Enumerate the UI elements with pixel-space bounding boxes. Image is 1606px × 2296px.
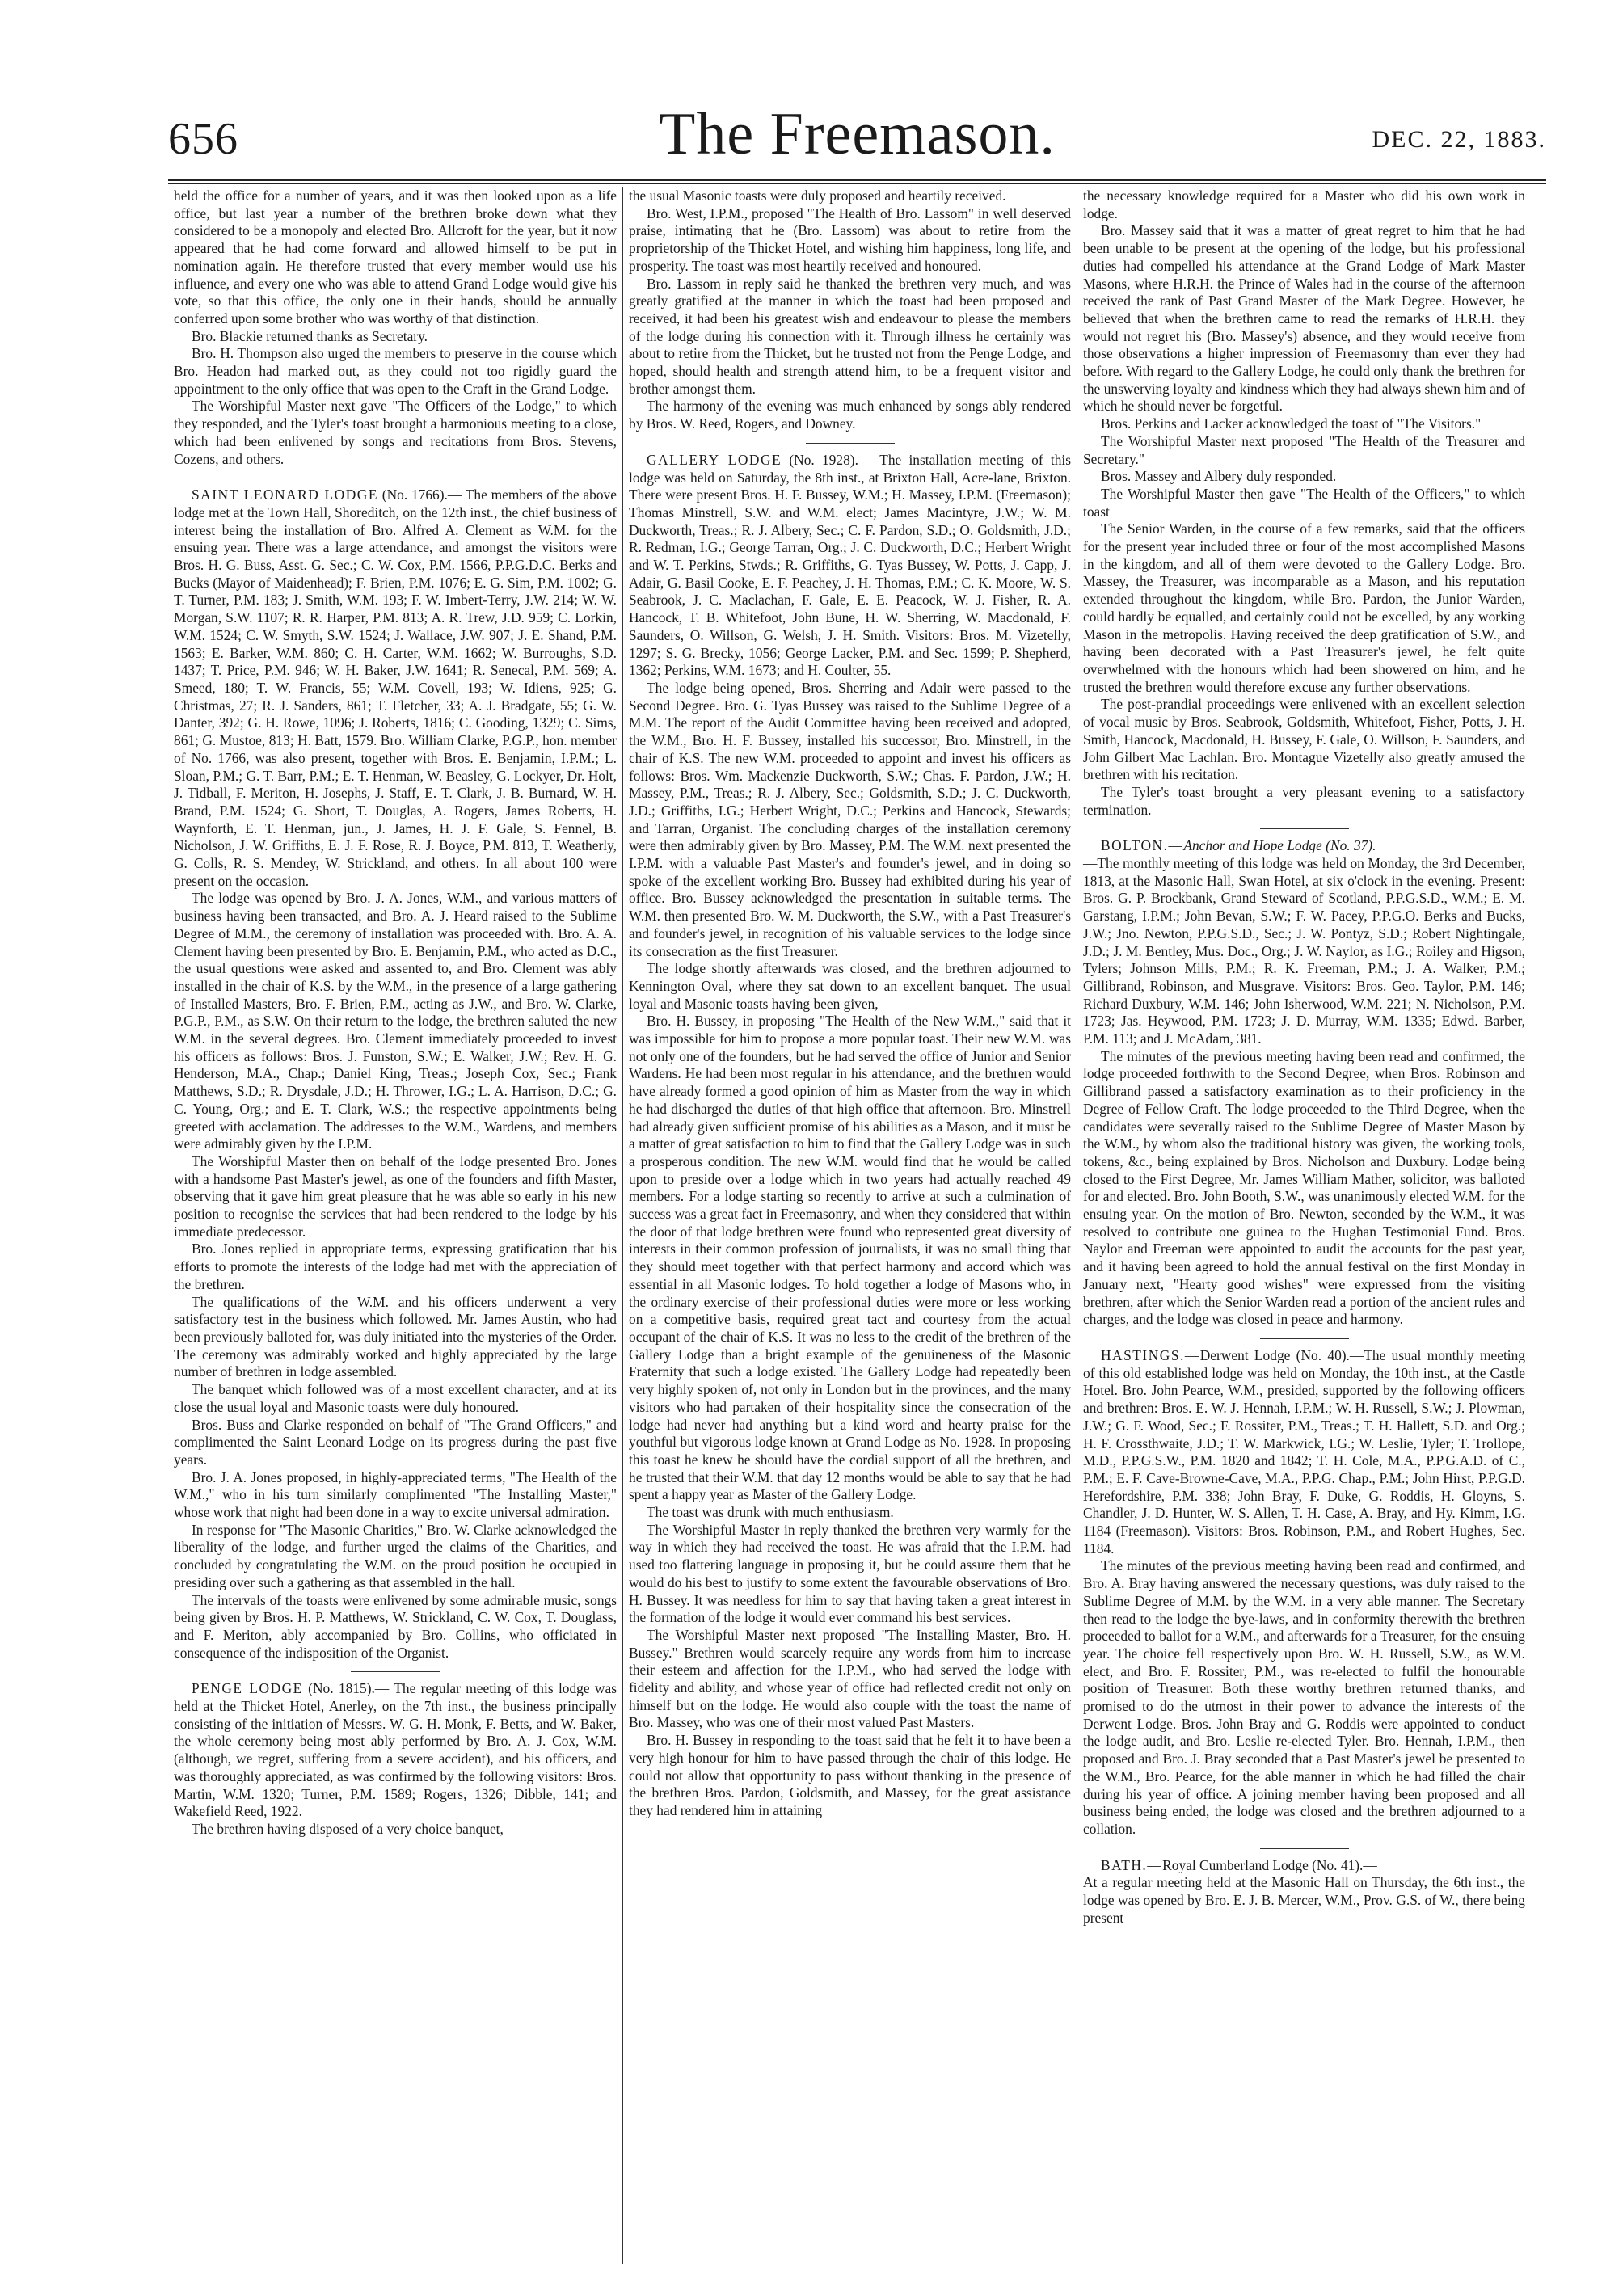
paragraph: Bros. Massey and Albery duly responded.: [1101, 468, 1337, 485]
column-1: [168, 187, 622, 2264]
paragraph: The lodge shortly afterwards was closed, and the brethren adjourned to Kennington Oval, where they sat down to an excellent banquet. The usual loyal and Masonic toasts having been given,: [629, 960, 1071, 1012]
paragraph: The minutes of the previous meeting having been read and confirmed, and Bro. A. Bray having answered the necessary questions, was duly raised to the Sublime Degree of M.M. by the W.M. in a very able manner. The Secretary then read to the lodge the bye-laws, and in conformity therewith the brethren proceeded to ballot for a W.M., and afterwards for a Treasurer, for the ensuing year. The choice fell respectively upon Bro. W. H. Russell, S.W., as W.M. elect, and Bro. F. Rossiter, P.M., was re-elected to fulfil the honourable position of Treasurer. Both these worthy brethren returned thanks, and promised to do the utmost in their power to advance the interests of the Derwent Lodge. Bros. John Bray and G. Roddis were appointed to conduct the lodge audit, and Bro. Leslie re-elected Tyler. Bro. Hennah, I.P.M., then proposed and Bro. J. Bray seconded that a Past Master's jewel be presented to the W.M., Bro. Pearce, for the able manner in which he had filled the chair during his year of office. A joining member having been proposed and all business being ended, the lodge was closed and the brethren adjourned to a collation.: [1083, 1557, 1525, 1837]
paragraph: At a regular meeting held at the Masonic Hall on Thursday, the 6th inst., the lodge was opened by Bro. E. J. B. Mercer, W.M., Prov. G.S. of W., there being present: [1083, 1874, 1525, 1926]
masthead-rule-thin: [168, 183, 1546, 184]
paragraph: The lodge was opened by Bro. J. A. Jones, W.M., and various matters of business having been transacted, and Bro. A. J. Heard raised to the Sublime Degree of M.M., the ceremony of installation was proceeded with. Bro. A. A. Clement having been presented by Bro. E. Benjamin, P.M., who acted as D.C., the usual questions were asked and assented to, and Bro. Clement was ably installed in the chair of K.S. by the W.M., in the presence of a large gathering of Installed Masters, Bro. F. Brien, P.M., acting as J.W., and Bro. W. Clarke, P.G.P., P.M., as S.W. On their return to the lodge, the brethren saluted the new W.M. in the several degrees. Bro. Clement immediately proceeded to invest his officers as follows: Bros. J. Funston, S.W.; E. Walker, J.W.; Rev. H. G. Henderson, M.A., Chap.; Daniel King, Treas.; Joseph Cox, Sec.; Frank Matthews, S.D.; R. Drysdale, J.D.; H. Thrower, I.G.; L. A. Harrison, D.C.; G. C. Young, Org.; and E. T. Clark, W.S.; the respective appointments being greeted with acclamation. The addresses to the W.M., Wardens, and members were admirably given by the I.P.M.: [174, 890, 617, 1152]
paragraph-lead: The members of the above lodge met at the Town Hall, Shoreditch, on the 12th inst., the chief business of interest being the installation of Bro. Alfred A. Clement as W.M. for the ensuing year. There was a large attendance, and amongst the visitors were Bros. H. G. Buss, Asst. G. Sec.; C. W. Cox, P.M. 1566, P.P.G.D.C. Berks and Bucks (Mayor of Maidenhead); F. Brien, P.M. 1076; E. G. Sim, P.M. 1002; G. T. Turner, P.M. 183; J. Smith, W.M. 193; F. W. Imbert-Terry, J.W. 214; W. W. Morgan, S.W. 1107; R. R. Harper, P.M. 813; A. R. Trew, J.D. 959; C. Lorkin, W.M. 1524; C. W. Smyth, S.W. 1524; J. Wallace, J.W. 907; J. E. Shand, P.M. 1563; E. Barker, W.M. 860; C. H. Carter, W.M. 1662; W. Burroughs, S.D. 1437; T. Price, P.M. 946; W. H. Baker, J.W. 1641; R. Senecal, P.M. 569; A. Smeed, 180; T. W. Francis, 55; W.M. Covell, 193; W. Idiens, 925; G. Christmas, 27; R. J. Sanders, 861; T. Fletcher, 33; A. J. Bradgate, 55; G. W. Danter, 392; G. H. Rowe, 1096; J. Roberts, 1816; C. Gooding, 1329; C. Sims, 861; G. Mustoe, 813; H. Batt, 1579. Bro. William Clarke, P.G.P., hon. member of No. 1766, was also present, together with Bros. E. Benjamin, I.P.M.; L. Sloan, P.M.; G. T. Barr, P.M.; E. T. Henman, W. Beasley, G. Lockyer, Dr. Holt, J. Tidball, F. Meriton, H. Josephs, J. Staff, E. T. Clark, J. B. Burnard, W. H. Brand, P.M. 1524; G. Short, T. Douglas, A. Rogers, James Roberts, H. Waynforth, E. T. Henman, jun., J. James, H. J. F. Gale, S. Fennel, B. Nicholson, J. W. Griffiths, E. J. F. Rose, R. J. Boyce, P.M. 813, T. Weatherly, G. Colls, R. S. Mendey, W. Strickland, and others. In all about 100 were present on the occasion.: [174, 487, 618, 889]
lodge-number: (No. 1766).—: [381, 487, 462, 503]
lodge-number: (No. 1928).—: [789, 451, 873, 468]
masthead: [168, 95, 1546, 184]
section-heading-bolton: [1083, 837, 1525, 855]
newspaper-title: The Freemason.: [659, 101, 1056, 167]
section-divider: [1260, 828, 1349, 829]
page-number: 656: [168, 114, 238, 164]
lodge-name: GALLERY LODGE: [647, 451, 782, 468]
paragraph: Bro. West, I.P.M., proposed "The Health of Bro. Lassom" in well deserved praise, intimating that he (Bro. Lassom) was about to retire from the proprietorship of the Thicket Hotel, and wishing him happiness, long life, and prosperity. The toast was most heartily received and honoured.: [629, 204, 1071, 274]
section-divider: [806, 443, 895, 444]
town-name: HASTINGS.—: [1101, 1347, 1200, 1363]
paragraph: Bro. Blackie returned thanks as Secretary.: [192, 327, 428, 344]
paragraph: held the office for a number of years, and it was then looked upon as a life office, but last year a number of the brethren broke down what they considered to be a monopoly and elected Bro. Allcroft for the year, but it now appeared that he had come forward and allowed himself to be put in nomination again. He therefore trusted that every member would use his influence, and every one who was able to attend Grand Lodge would give his vote, so that this office, the only one in their hands, should be annually conferred upon some brother who was worthy of that distinction.: [174, 187, 617, 326]
paragraph: the usual Masonic toasts were duly proposed and heartily received.: [629, 187, 1006, 204]
paragraph: The toast was drunk with much enthusiasm.: [647, 1504, 894, 1521]
paragraph: Bro. Massey said that it was a matter of great regret to him that he had been unable to be present at the opening of the lodge, but his professional duties had compelled his attendance at the Grand Lodge of Mark Master Masons, where H.R.H. the Prince of Wales had in the course of the afternoon received the rank of Past Grand Master of the Mark Degree. However, he believed that when the brethren came to read the remarks of H.R.H. they would not regret his (Bro. Massey's) absence, and they would receive from those observations a higher impression of Freemasonry than ever they had before. With regard to the Gallery Lodge, he could only thank the brethren for the unswerving loyalty and kindness which they had always shewn him and of which he should never be forgetful.: [1083, 222, 1525, 415]
paragraph: Bros. Buss and Clarke responded on behalf of "The Grand Officers," and complimented the Saint Leonard Lodge on its progress during the past five years.: [174, 1416, 617, 1468]
paragraph: The Worshipful Master next proposed "The Installing Master, Bro. H. Bussey." Brethren would scarcely require any words from him to increase their esteem and affection for the I.P.M., who had served the lodge with fidelity and ability, and whose year of office had reflected credit not only on himself but on the lodge. He would also couple with the toast the name of Bro. Massey, who was one of their most valued Past Masters.: [629, 1626, 1071, 1731]
paragraph: Bros. Perkins and Lacker acknowledged the toast of "The Visitors.": [1101, 415, 1482, 432]
lodge-number: (No. 1815).—: [308, 1680, 390, 1697]
paragraph: Bro. H. Thompson also urged the members to preserve in the course which Bro. Headon had marked out, as they could not too rigidly guard the appointment to the only office that was open to the Craft in the Grand Lodge.: [174, 345, 617, 397]
paragraph-lead: The installation meeting of this lodge was held on Saturday, the 8th inst., at Brixton Hall, Acre-lane, Brixton. There were present Bros. H. F. Bussey, W.M.; H. Massey, I.P.M. (Freemason); Thomas Minstrell, S.W. and W.M. elect; James Macintyre, J.W.; W. M. Duckworth, Treas.; R. J. Albery, Sec.; C. F. Pardon, S.D.; O. Goldsmith, J.D.; R. Redman, I.G.; George Tarran, Org.; J. C. Duckworth, D.C.; Herbert Wright and W. T. Perkins, Stwds.; R. Griffiths, G. Tyas Bussey, W. Potts, J. Capp, J. Adair, G. Basil Cooke, E. F. Peachey, J. H. Thomas, P.M.; C. K. Moore, W. S. Seabrook, J. C. Maclachan, F. Gale, E. E. Peacock, W. J. Fisher, R. A. Hancock, T. B. Whitefoot, John Bune, H. W. Sherring, W. Macdonald, F. Saunders, O. Willson, G. Welsh, J. H. Smith. Visitors: Bros. M. Vizetelly, 1297; S. G. Brecky, 1056; George Lacker, P.M. and Sec. 1599; P. Shepherd, 1362; Perkins, W.M. 1673; and H. Coulter, 55.: [629, 451, 1071, 679]
town-name: BATH.—: [1101, 1856, 1163, 1873]
paragraph: The Worshipful Master then gave "The Health of the Officers," to which toast: [1083, 485, 1525, 520]
paragraph: Bro. H. Bussey in responding to the toast said that he felt it to have been a very high honour for him to have passed through the chair of this lodge. He could not allow that opportunity to pass without thanking in the presence of the brethren Bros. Pardon, Goldsmith, and Massey, for the great assistance they had rendered him in attaining: [629, 1732, 1071, 1818]
paragraph: The brethren having disposed of a very choice banquet,: [192, 1820, 504, 1837]
section-heading-hastings: [1083, 1347, 1525, 1557]
section-divider: [1260, 1848, 1349, 1849]
paragraph: The Senior Warden, in the course of a few remarks, said that the officers for the present year included three or four of the most accomplished Masons in the kingdom, and all of them were devoted to the Gallery Lodge. Bro. Massey, the Treasurer, was incomparable as a Mason, and his reputation extended throughout the kingdom, while Bro. Pardon, the Junior Warden, could hardly be equalled, and certainly could not be excelled, by any working Mason in the metropolis. Having received the deep gratification of S.W., and having been decorated with a Past Treasurer's jewel, he felt quite overwhelmed with the honours which had been showered on him, and he trusted the brethren would therefore excuse any further observations.: [1083, 520, 1525, 695]
paragraph: The Worshipful Master next gave "The Officers of the Lodge," to which they responded, and the Tyler's toast brought a harmonious meeting to a close, which had been enlivened by songs and recitations from Bros. Stevens, Cozens, and others.: [174, 398, 617, 467]
paragraph: The minutes of the previous meeting having been read and confirmed, the lodge proceeded forthwith to the Second Degree, when Bros. Robinson and Gillibrand passed a satisfactory examination as to their proficiency in the Degree of Fellow Craft. The lodge proceeded to the Third Degree, when the candidates were severally raised to the Sublime Degree of Master Mason by the W.M., by whom also the traditional history was given, the working tools, tokens, &c., being explained by Bros. Nicholson and Duxbury. Lodge being closed to the First Degree, Mr. James William Mather, solicitor, was balloted for and elected. Bro. John Booth, S.W., was unanimously elected W.M. for the ensuing year. On the motion of Bro. Newton, seconded by the W.M., it was resolved to contribute one guinea to the Hughan Testimonial Fund. Bros. Naylor and Freeman were appointed to audit the accounts for the past year, and it having been agreed to hold the annual festival on the first Monday in January next, "Hearty good wishes" were expressed from the visiting brethren, after which the Senior Warden read a portion of the ancient rules and charges, and the lodge was closed in peace and harmony.: [1083, 1047, 1525, 1328]
paragraph: Bro. Jones replied in appropriate terms, expressing gratification that his efforts to promote the interests of the lodge had met with the appreciation of the brethren.: [174, 1241, 617, 1292]
paragraph: The harmony of the evening was much enhanced by songs ably rendered by Bros. W. Reed, Rogers, and Downey.: [629, 398, 1071, 432]
column-2: [622, 187, 1077, 2264]
paragraph: —The monthly meeting of this lodge was held on Monday, the 3rd December, 1813, at the Masonic Hall, Swan Hotel, at six o'clock in the evening. Present: Bros. G. P. Brockbank, Grand Steward of Scotland, P.P.G.S.D., W.M.; E. M. Garstang, I.P.M.; John Bevan, S.W.; F. W. Pacey, P.P.G.O. Berks and Bucks, J.W.; Jno. Newton, P.P.G.S.D., Sec.; J. W. Pontyz, S.D.; Robert Nightingale, J.D.; J. M. Bentley, Mus. Doc., Org.; J. W. Naylor, as I.G.; Roiley and Higson, Tylers; Johnson Mills, P.M.; R. K. Freeman, P.M.; J. A. Walker, P.M.; Gillibrand, Robinson, and Musgrave. Visitors: Bros. Geo. Taylor, P.M. 146; Richard Duxbury, W.M. 146; John Isherwood, W.M. 221; N. Nicholson, P.M. 1723; Jas. Heywood, P.M. 1723; J. D. Murray, W.M. 1335; Edwd. Barber, P.M. 113; and J. McAdam, 381.: [1083, 855, 1525, 1047]
paragraph-lead: The usual monthly meeting of this old established lodge was held on Monday, the 10th inst., at the Castle Hotel. Bro. John Pearce, W.M., presided, supported by the following officers and brethren: Bros. E. W. J. Hennah, I.P.M.; W. H. Russell, S.W.; J. Plowman, J.W.; G. F. Wood, Sec.; F. Rossiter, P.M., Treas.; T. H. Hallett, S.D. and Org.; H. F. Crossthwaite, J.D.; T. W. Markwick, I.G.; W. Leslie, Tyler; T. Trollope, M.D., P.P.G.S.W., P.M. 1820 and 1842; T. H. Cole, M.A., P.P.G.A.D. of C., P.M.; E. F. Cave-Browne-Cave, M.A., P.P.G. Chap., P.M.; John Hirst, P.P.G.D. Herefordshire, P.M. 338; John Bray, F. Duke, G. Roddis, H. Gloyns, S. Chandler, J. D. Hunter, W. S. Allen, T. H. Case, A. Bray, and Hy. Kimm, I.G. 1184 (Freemason). Visitors: Bros. Robinson, P.M., and Robert Hughes, Sec. 1184.: [1083, 1347, 1525, 1557]
paragraph: The post-prandial proceedings were enlivened with an excellent selection of vocal music by Bros. Seabrook, Goldsmith, Whitefoot, Fisher, Potts, J. H. Smith, Hancock, Macdonald, H. Bussey, F. Gale, O. Willson, F. Saunders, and John Gilbert Mac Lachlan. Bro. Montague Vizetelly also greatly amused the brethren with his recitation.: [1083, 696, 1525, 783]
section-divider: [351, 1671, 440, 1672]
article-columns: [168, 187, 1546, 2264]
lodge-name: Derwent Lodge (No. 40).—: [1199, 1347, 1364, 1363]
paragraph: The lodge being opened, Bros. Sherring and Adair were passed to the Second Degree. Bro. G. Tyas Bussey was raised to the Sublime Degree of a M.M. The report of the Audit Committee having been received and adopted, the W.M., Bro. H. F. Bussey, installed his successor, Bro. Minstrell, in the chair of K.S. The new W.M. proceeded to appoint and invest his officers as follows: Bros. Wm. Mackenzie Duckworth, S.W.; Chas. F. Pardon, J.W.; H. Massey, P.M., Treas.; R. J. Albery, Sec.; Goldsmith, S.D.; J. C. Duckworth, J.D.; Griffiths, I.G.; Herbert Wright, D.C.; Perkins and Hancock, Stewards; and Tarran, Organist. The concluding charges of the installation ceremony were then admirably given by Bro. Massey, P.M. The W.M. next presented the I.P.M. with a valuable Past Master's and founder's jewel, and in doing so spoke of the excellent working Bro. Bussey had exhibited during his year of office. Bro. Bussey acknowledged the presentation in suitable terms. The W.M. then presented Bro. W. M. Duckworth, the S.W., with a Past Treasurer's and founder's jewel, in recognition of his valuable services to the lodge since its consecration as the first Treasurer.: [629, 679, 1071, 959]
issue-date: DEC. 22, 1883.: [1372, 126, 1546, 153]
paragraph: Bro. H. Bussey, in proposing "The Health of the New W.M.," said that it was impossible for him to propose a more popular toast. Their new W.M. was not only one of the founders, but he had served the office of Junior and Senior Wardens. He had been most regular in his attendance, and the brethren would have already formed a good opinion of him as Master from the way in which he had discharged the duties of that high office that afternoon. Bro. Minstrell had already given sufficient promise of his abilities as a Mason, and it must be a matter of great satisfaction to him to find that the Gallery Lodge was in such a prosperous condition. The new W.M. would find that he would be called upon to preside over a lodge which in two years had actually reached 49 members. For a lodge starting so recently to arrive at such a culmination of success was a great fact in Freemasonry, and when they considered that within the door of that lodge brethren were found who represented great diversity of interests in their common profession of journalists, it was no small thing that they should meet together with that perfect harmony and accord which was essential in all Masonic lodges. To hold together a lodge of Masons who, in the ordinary exercise of their professional duties were more or less working on a competitive basis, required great tact and courtesy from the actual occupant of the chair of K.S. It was no less to the credit of the brethren of the Gallery Lodge than a bright example of the genuineness of the Masonic Fraternity that such a lodge existed. The Gallery Lodge had repeatedly been very highly spoken of, not only in London but in the provinces, and the many visitors who had partaken of their hospitality since the consecration of the lodge had never had anything but a kind word and hearty praise for the youthful but vigorous lodge known at Grand Lodge as No. 1928. In proposing this toast he knew he should have the cordial support of all the brethren, and he trusted that their W.M. that day 12 months would be able to say that he had spent a happy year as Master of the Gallery Lodge.: [629, 1013, 1071, 1503]
lodge-name: SAINT LEONARD LODGE: [192, 487, 378, 503]
paragraph-lead: The regular meeting of this lodge was held at the Thicket Hotel, Anerley, on the 7th inst., the business principally consisting of the initiation of Messrs. W. G. H. Monk, F. Betts, and W. Baker, the whole ceremony being most ably performed by Bro. A. J. Cox, W.M. (although, we regret, suffering from a severe accident), and his officers, and was thoroughly appreciated, as was confirmed by the following visitors: Bros. Martin, W.M. 1320; Turner, P.M. 1589; Rogers, 1326; Dibble, 141; and Wakefield Reed, 1922.: [174, 1680, 617, 1820]
paragraph: Bro. Lassom in reply said he thanked the brethren very much, and was greatly gratified at the manner in which the toast had been proposed and received, it had been his greatest wish and endeavour to please the members of the lodge during his connection with it. Through illness he certainly was about to retire from the Thicket, but he trusted not from the Penge Lodge, and hoped, should health and strength attend him, to be a frequent visitor and brother amongst them.: [629, 275, 1071, 397]
column-3: [1077, 187, 1531, 2264]
paragraph: The banquet which followed was of a most excellent character, and at its close the usual loyal and Masonic toasts were duly honoured.: [174, 1381, 617, 1415]
section-divider: [1260, 1338, 1349, 1339]
paragraph: Bro. J. A. Jones proposed, in highly-appreciated terms, "The Health of the W.M.," who in his turn similarly complimented "The Installing Master," whose work that night had been done in a way to excite universal admiration.: [174, 1468, 617, 1521]
lodge-name: Anchor and Hope Lodge (No. 37).: [1183, 837, 1376, 854]
section-heading-gallery: [629, 452, 1071, 680]
paragraph: The Worshipful Master in reply thanked the brethren very warmly for the way in which they had received the toast. He was afraid that the I.P.M. had used too flattering language in proposing it, but he could assure them that he would do his best to justify to some extent the favourable observations of Bro. H. Bussey. It was needless for him to say that having taken a great interest in the formation of the lodge it would ever command his best services.: [629, 1521, 1071, 1626]
section-heading-bath: [1083, 1857, 1525, 1875]
paragraph: The intervals of the toasts were enlivened by some admirable music, songs being given by Bros. H. P. Matthews, W. Strickland, C. W. Cox, T. Douglass, and F. Meriton, ably accompanied by Bro. Collins, who officiated in consequence of the indisposition of the Organist.: [174, 1591, 617, 1661]
town-name: BOLTON.—: [1101, 837, 1184, 854]
paragraph: The Tyler's toast brought a very pleasant evening to a satisfactory termination.: [1083, 783, 1525, 818]
masthead-rule: [168, 179, 1546, 181]
paragraph: the necessary knowledge required for a Master who did his own work in lodge.: [1083, 187, 1525, 221]
paragraph: In response for "The Masonic Charities," Bro. W. Clarke acknowledged the liberality of the lodge, and further urged the claims of the Charities, and concluded by congratulating the W.M. on the proud position he occupied in presiding over such a gathering as that assembled in the hall.: [174, 1521, 617, 1590]
lodge-name: PENGE LODGE: [192, 1680, 303, 1697]
paragraph: The qualifications of the W.M. and his officers underwent a very satisfactory test in the business which followed. Mr. James Austin, who had been previously balloted for, was duly initiated into the mysteries of the Order. The ceremony was admirably worked and highly appreciated by the large number of brethren in lodge assembled.: [174, 1293, 617, 1380]
section-heading-penge: [174, 1680, 617, 1821]
paragraph: The Worshipful Master next proposed "The Health of the Treasurer and Secretary.": [1083, 432, 1525, 467]
section-heading-saint-leonard: [174, 487, 617, 890]
lodge-name: Royal Cumberland Lodge (No. 41).—: [1162, 1856, 1377, 1873]
paragraph: The Worshipful Master then on behalf of the lodge presented Bro. Jones with a handsome Past Master's jewel, as one of the founders and fifth Master, observing that it gave him great pleasure that he was able so early in his new position to recognise the services that had been rendered to the lodge by his immediate predecessor.: [174, 1152, 617, 1240]
